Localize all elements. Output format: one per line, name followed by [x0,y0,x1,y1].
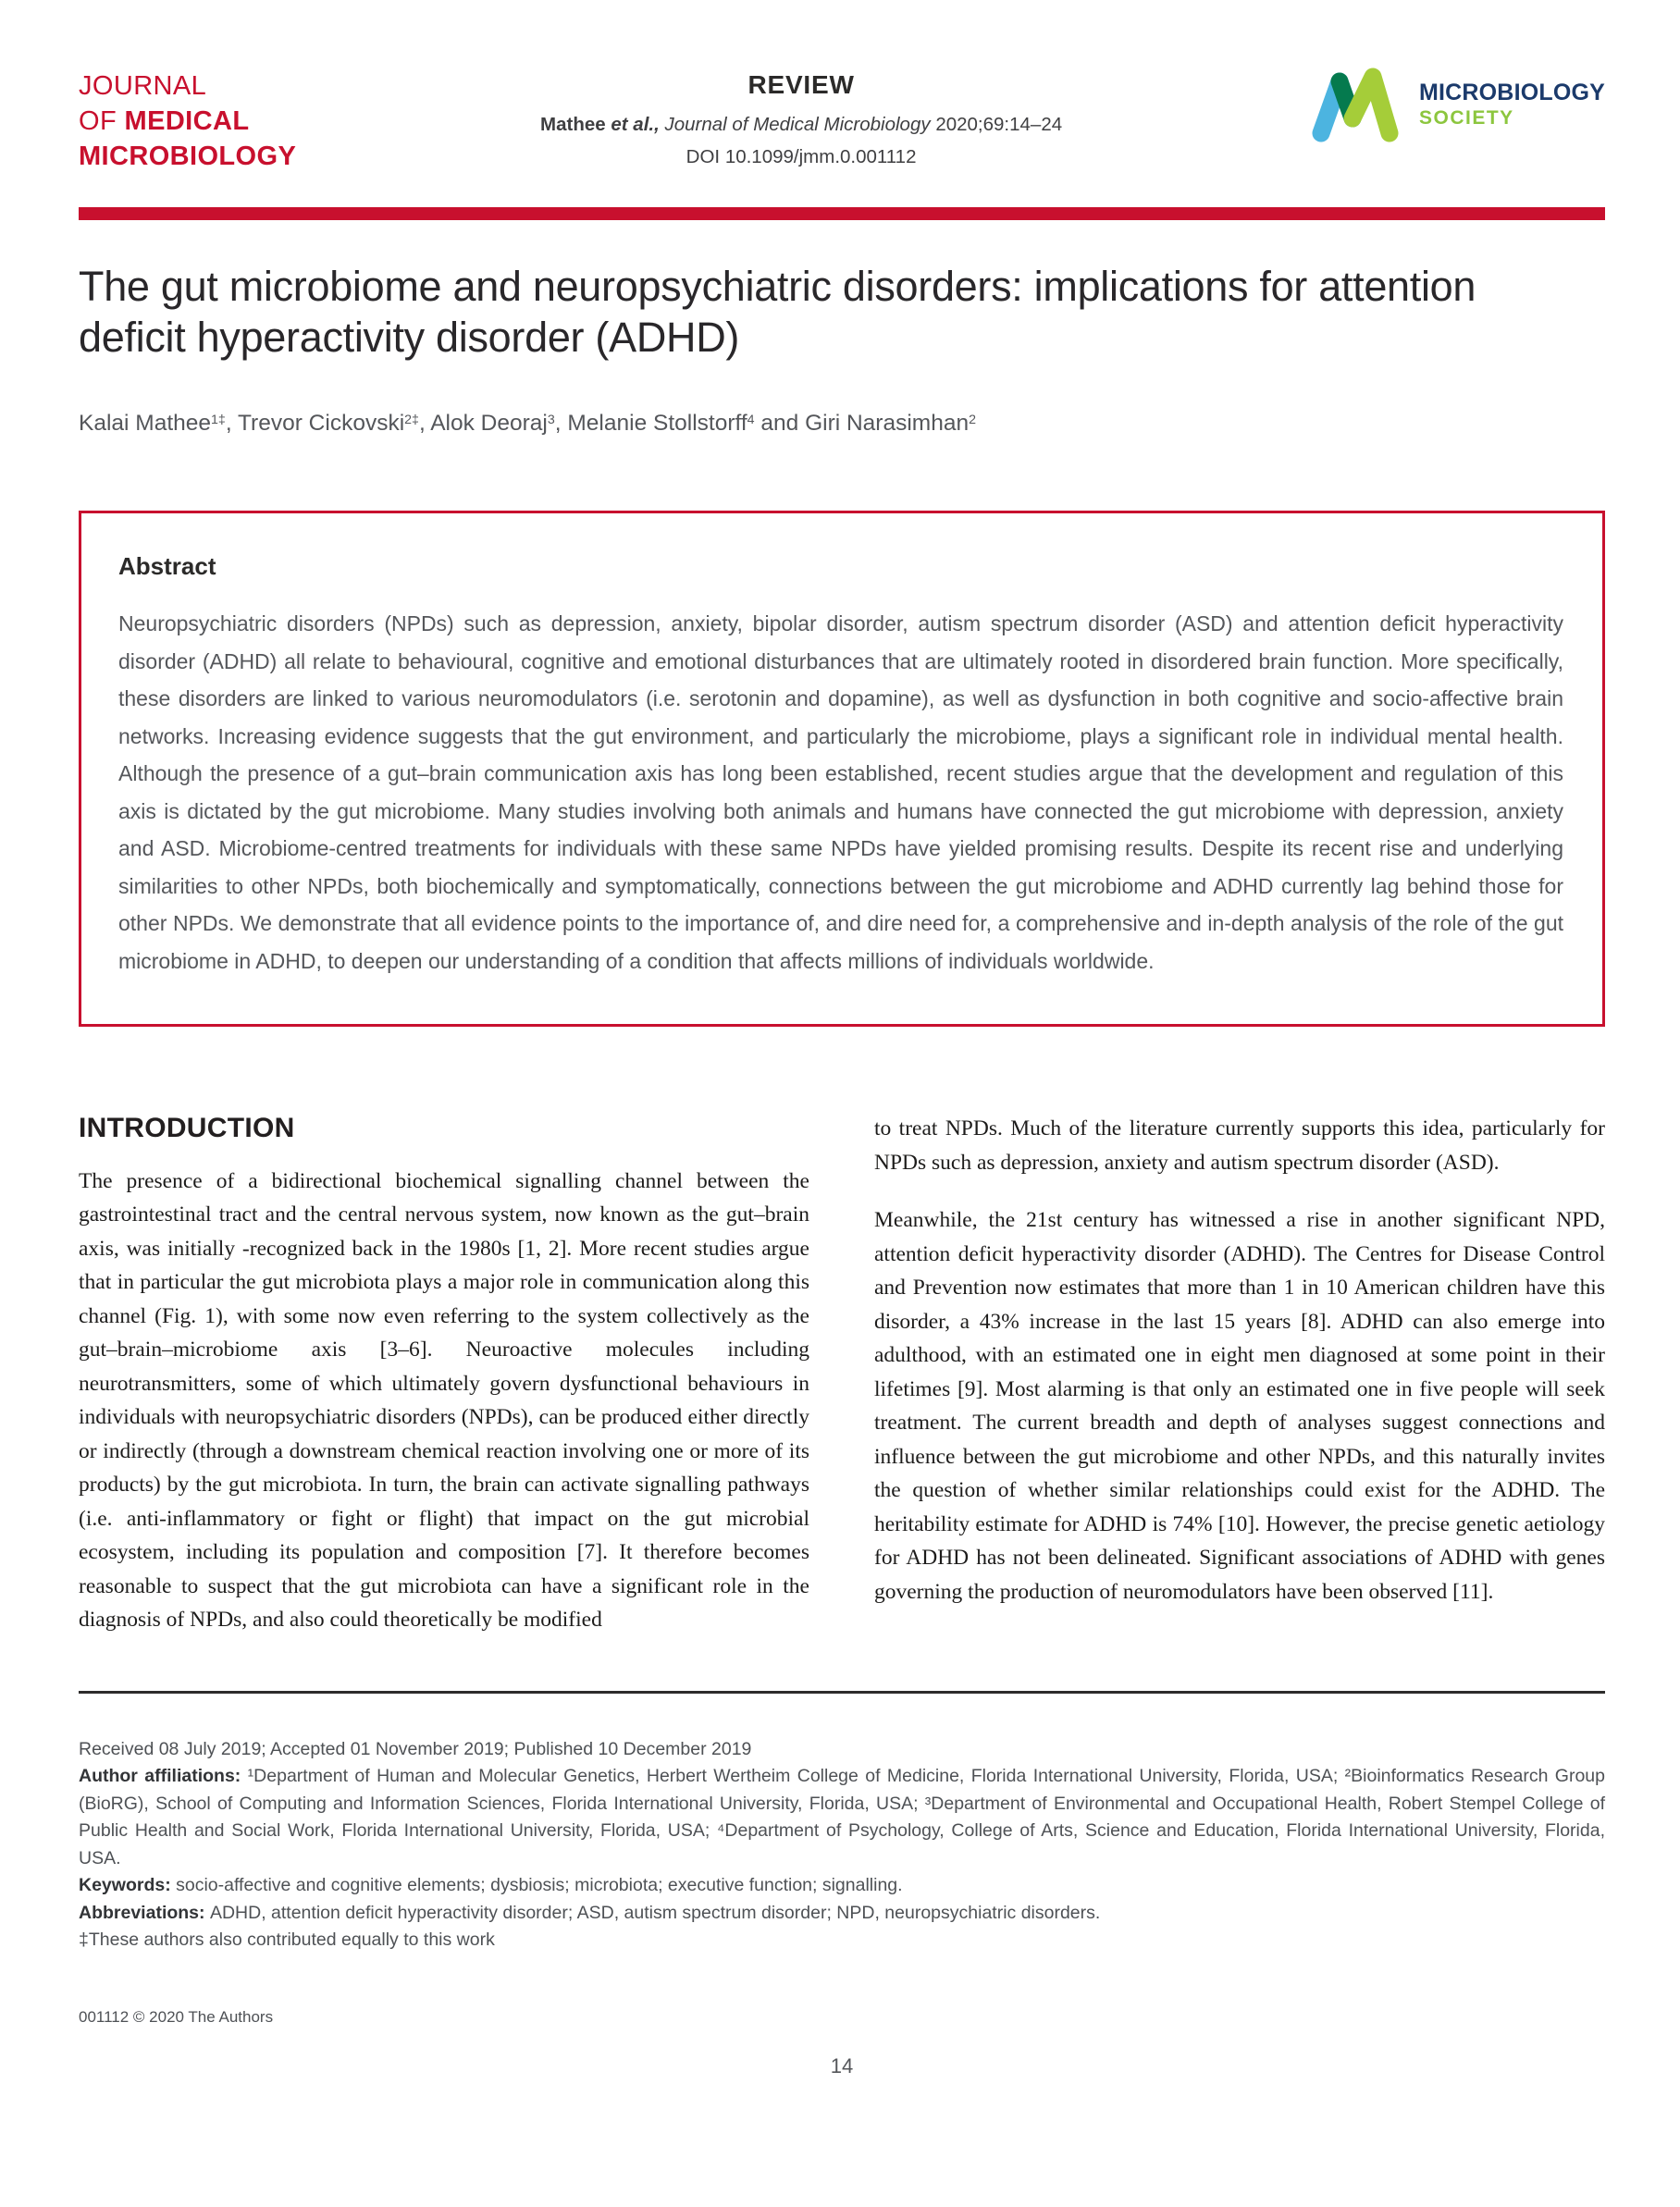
author: Kalai Mathee$^{1\ddagger}$, [79,411,238,436]
journal-wordmark [79,55,296,174]
author: Alok Deoraj$^3$, [430,411,568,436]
header-divider-bar [79,207,1605,220]
society-logo-text [1419,81,1605,128]
footer-divider [79,1691,1605,1694]
header-citation-block [296,55,1306,168]
citation-line: Mathee et al., Journal of Medical Microbiology 2020;69:14–24 [540,114,1063,135]
microbiology-society-logo [1306,55,1605,144]
page-header [79,55,1605,174]
received-line: Received 08 July 2019; Accepted 01 November 2019; Published 10 December 2019 [79,1738,752,1759]
abstract-heading: Abstract [118,552,216,580]
introduction-columns [79,1112,1605,1637]
society-name-bottom: SOCIETY [1418,107,1514,129]
left-column [79,1112,809,1637]
abstract-body: Neuropsychiatric disorders (NPDs) such as depression, anxiety, bipolar disorder, autism spectrum disorder (ASD) and attention deficit hyperactivity disorder (ADHD) all relate to behavioural, cognitive and emotional disturbances that are ultimately rooted in disordered brain function. More specifically, these disorders are linked to various neuromodulators (i.e. serotonin and dopamine), as well as dysfunction in both cognitive and socio-affective brain networks. Increasing evidence suggests that the gut environment, and particularly the microbiome, plays a significant role in individual mental health. Although the presence of a gut–brain communication axis has long been established, recent studies argue that the development and regulation of this axis is dictated by the gut microbiome. Many studies involving both animals and humans have connected the gut microbiome with depression, anxiety and ASD. Microbiome-centred treatments for individuals with these same NPDs have yielded promising results. Despite its recent rise and underlying similarities to other NPDs, both biochemically and symptomatically, connections between the gut microbiome and ADHD currently lag behind those for other NPDs. We demonstrate that all evidence points to the importance of, and dire need for, a comprehensive and in-depth analysis of the role of the gut microbiome in ADHD, to deepen our understanding of a condition that affects millions of individuals worldwide. [118,611,1563,973]
introduction-paragraph: The presence of a bidirectional biochemical signalling channel between the gastrointestinal tract and the central nervous system, now known as the gut–brain axis, was initially -recognized back in the 1980s [1, 2]. More recent studies argue that in particular the gut microbiota plays a major role in communication along this channel (Fig. 1), with some now even referring to the system collectively as the gut–brain–microbiome axis [3–6]. Neuroactive molecules including neurotransmitters, some of which ultimately govern dysfunctional behaviours in individuals with neuropsychiatric disorders (NPDs), can be produced either directly or indirectly (through a downstream chemical reaction involving one or more of its products) by the gut microbiota. In turn, the brain can activate signalling pathways (i.e. anti-inflammatory or fight or flight) that impact on the gut microbial ecosystem, including its population and composition [7]. It therefore becomes reasonable to suspect that the gut microbiota can have a significant role in the diagnosis of NPDs, and also could theoretically be modified [79,1168,809,1632]
affiliations-line: Author affiliations: ¹Department of Human and Molecular Genetics, Herbert Wertheim College of Medicine, Florida International University, Florida, USA; ²Bioinformatics Research Group (BioRG), School of Computing and Information Sciences, Florida International University, Florida, USA; ³Department of Environmental and Occupational Health, Robert Stempel College of Public Health and Social Work, Florida International University, Florida, USA; ⁴Department of Psychology, College of Arts, Science and Education, Florida International University, Florida, USA. [79,1766,1605,1868]
page-number: 14 [830,2053,854,2078]
keywords-line: Keywords: socio-affective and cognitive elements; dysbiosis; microbiota; executive function; signalling. [79,1875,903,1895]
microbiology-society-logo-icon [1306,65,1410,144]
author: Giri Narasimhan$^2$ [805,411,976,436]
journal-wordmark-line1: JOURNAL [79,71,207,101]
article-type-label: REVIEW [747,70,855,99]
journal-wordmark-line3: MICROBIOLOGY [79,142,297,171]
abbreviations-line: Abbreviations: ADHD, attention deficit hyperactivity disorder; ASD, autism spectrum disorder; NPD, neuropsychiatric disorders. [79,1902,1101,1923]
abstract-box [79,511,1605,1027]
author: Trevor Cickovski$^{2\ddagger}$, [238,411,431,436]
introduction-paragraph: Meanwhile, the 21st century has witnessed a rise in another significant NPD, attention deficit hyperactivity disorder (ADHD). The Centres for Disease Control and Prevention now estimates that more than 1 in 10 American children have this disorder, a 43% increase in the last 15 years [8]. ADHD can also emerge into adulthood, with an estimated one in eight men diagnosed at some point in their lifetimes [9]. Most alarming is that only an estimated one in five people will seek treatment. The current breadth and depth of analyses suggest connections and influence between the gut microbiome and other NPDs, and this naturally invites the question of whether similar relationships could exist for the ADHD. The heritability estimate for ADHD is 74% [10]. However, the precise genetic aetiology for ADHD has not been delineated. Significant associations of ADHD with genes governing the production of neuromodulators have been observed [11]. [874,1208,1605,1604]
doi-line: DOI 10.1099/jmm.0.001112 [686,146,917,167]
author: Melanie Stollstorff$^4$ and [567,411,806,436]
journal-wordmark-line2: OF MEDICAL [79,106,250,136]
footer-info-block [79,1736,1605,1954]
right-column [874,1112,1605,1637]
article-title: The gut microbiome and neuropsychiatric disorders: implications for attention deficit hyperactivity disorder (ADHD) [79,263,1476,361]
authors-line [79,411,1605,437]
introduction-paragraph-continued: to treat NPDs. Much of the literature currently supports this idea, particularly for NPDs such as depression, anxiety and autism spectrum disorder (ASD). [874,1116,1605,1175]
society-name-top: MICROBIOLOGY [1418,80,1605,105]
copyright-line: 001112 © 2020 The Authors [79,2007,274,2026]
equal-contribution-note: ‡These authors also contributed equally to this work [79,1930,495,1950]
introduction-heading: INTRODUCTION [79,1113,295,1143]
